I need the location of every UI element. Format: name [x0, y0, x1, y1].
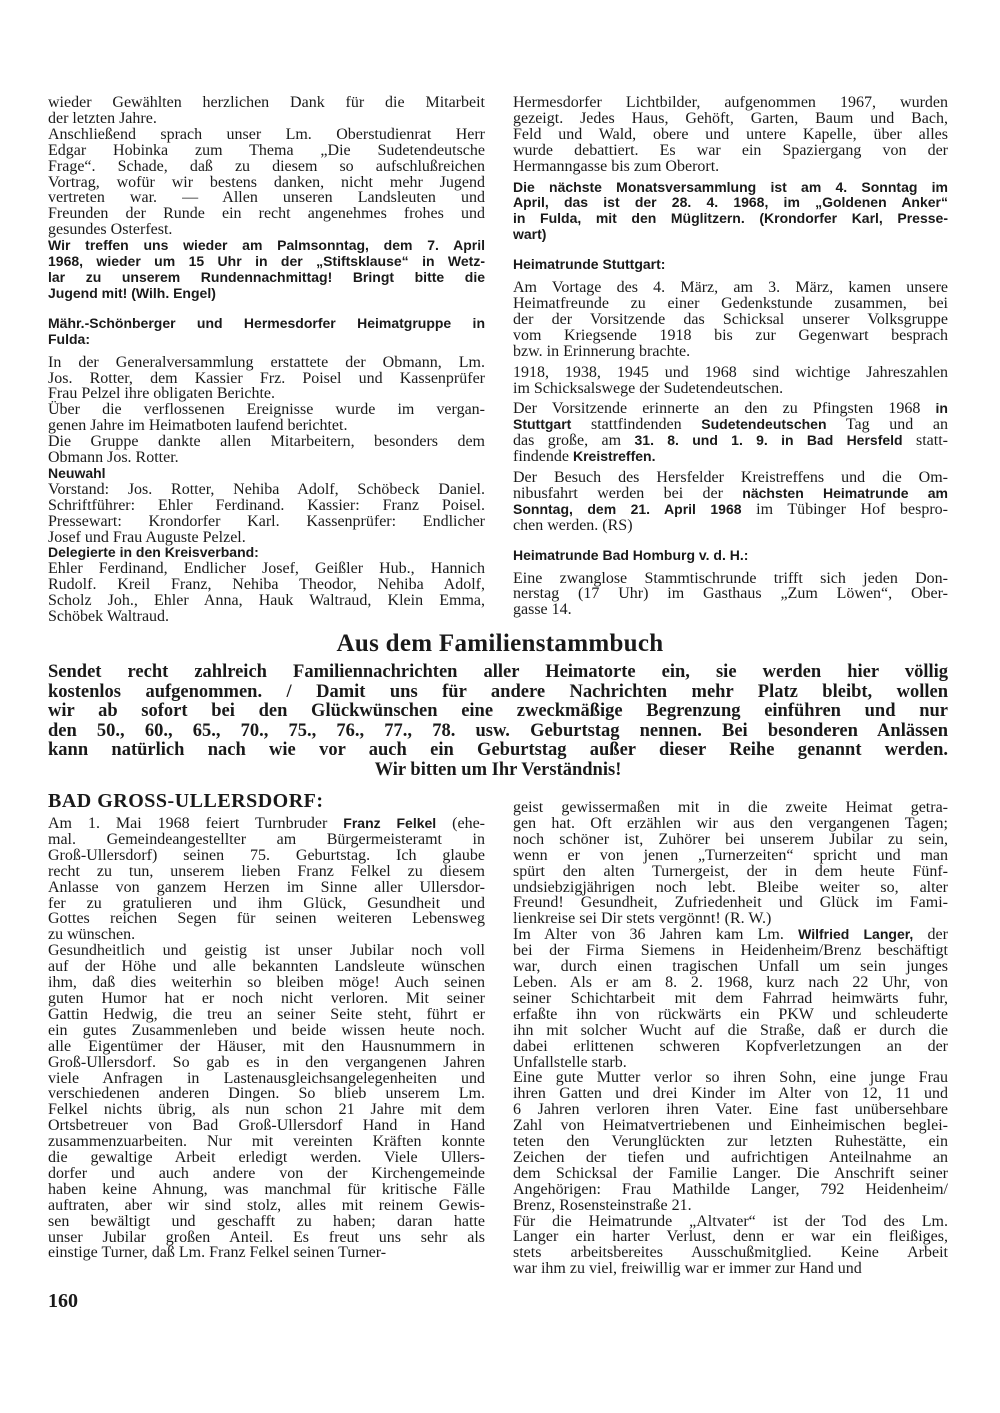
bold-text: Sonntag, dem 21. April 1968 [513, 500, 742, 517]
bold-text: Kreistreffen. [572, 448, 656, 465]
text-run: Am 1. Mai 1968 feiert Turnbruder [48, 815, 344, 832]
text-line: Eine zwanglose Stammtischrunde trifft sich jeden Don- [513, 569, 948, 587]
text-line: Obmann Jos. Rotter. [48, 449, 179, 467]
paragraph [513, 571, 948, 619]
text-line: spürt den alten Turnergeist, der in dem heute Fünf- [513, 862, 948, 880]
text-line: nerstag (17 Uhr) im Gasthaus „Zum Löwen“, Ober- [513, 585, 948, 603]
text-line: bzw. in Erinnerung brachte. [513, 342, 691, 360]
bold-text: Franz Felkel [343, 815, 437, 831]
text-line: Anschließend sprach unser Lm. Oberstudienrat Herr [48, 125, 485, 143]
text-run: nibusfahrt werden bei der [513, 484, 743, 502]
section-intro [48, 663, 948, 781]
text-run: findende [513, 448, 573, 466]
subheading [48, 545, 485, 561]
text-line: Vorstand: Jos. Rotter, Nehiba Adolf, Schöbeck Daniel. [48, 480, 485, 498]
text-line: Am Vortage des 4. März, am 3. März, kamen unsere [513, 279, 948, 297]
text-run: das große, am [513, 432, 635, 450]
paragraph [48, 943, 485, 1261]
section-heading [48, 316, 485, 348]
paragraph [513, 800, 948, 927]
column-bottom-left [48, 790, 485, 1261]
text-line: Hermanngasse bis zum Oberort. [513, 157, 720, 175]
text-line: Frau Pelzel ihre obligaten Berichte. [48, 385, 276, 403]
text-line: Mähr.-Schönberger und Hermesdorfer Heimatgruppe in [48, 314, 485, 331]
text-line: unser Jubilar großen Anteil. Es freut uns sehr als [48, 1228, 485, 1246]
column-top-left [48, 95, 485, 625]
text-line: alle Eigentümer der Häuser, mit den Hausnummern in [48, 1037, 485, 1055]
intro-line: kann natürlich nach wie vor auch ein Geburtstag außer dieser Reihe genannt werden. [48, 740, 948, 761]
text-line: Frage“. Schade, daß zu diesem so aufschlußreichen [48, 157, 485, 175]
text-line: Gattin Hedwig, die treu an seiner Seite steht, führt er [48, 1005, 485, 1023]
paragraph [513, 95, 948, 175]
text-line: ihren Gatten und drei Kinder im Alter von 12, 11 und [513, 1085, 948, 1103]
text-line: stets arbeitsbereites Ausschußmitglied. Keine Arbeit [513, 1244, 948, 1262]
paragraph [513, 365, 948, 397]
section-heading [513, 257, 948, 273]
text-line: gezeigt. Jedes Haus, Gehöft, Garten, Baum und Bach, [513, 109, 948, 127]
text-line: Schriftführer: Ehler Ferdinand. Kassier: Franz Poisel. [48, 496, 485, 514]
paragraph [48, 434, 485, 466]
text-line: der der Vorsitzende das Schicksal unserer Volksgruppe [513, 310, 948, 328]
paragraph [513, 470, 948, 534]
text-line: gasse 14. [513, 601, 572, 619]
text-line: Über die verflossenen Ereignisse wurde im vergan- [48, 401, 485, 419]
text-line: teten den Verunglückten zur letzten Ruhestätte, ein [513, 1133, 948, 1151]
text-line: Heimatrunde Stuttgart: [513, 256, 666, 273]
text-line: seiner Schichtarbeit mit dem Fahrrad heimwärts fuhr, [513, 989, 948, 1007]
text-run: statt- [902, 432, 948, 450]
text-line: Langer ein harter Verlust, denn er war ein fleißiges, [513, 1228, 948, 1246]
text-line: Delegierte in den Kreisverband: [48, 544, 259, 561]
paragraph [48, 482, 485, 546]
text-line: verschiedenen anderen Dingen. So blieb unserem Lm. [48, 1085, 485, 1103]
text-line: Ehler Ferdinand, Endlicher Josef, Geißler Hub., Hannich [48, 560, 485, 578]
text-line: viele Anfragen in Lastenausgleichsangelegenheiten und [48, 1069, 485, 1087]
text-line: mal. Gemeindeangestellter am Bürgermeisteramt in [48, 830, 485, 848]
text-line: Angehörigen: Frau Mathilde Langer, 792 Heidenheim/ [513, 1180, 948, 1198]
text-line: Die Gruppe dankte allen Mitarbeitern, besonders dem [48, 433, 485, 451]
text-line: Der Besuch des Hersfelder Kreistreffens und die Om- [513, 469, 948, 487]
text-line: April, das ist der 28. 4. 1968, im „Goldenen Anker“ [513, 194, 948, 211]
text-line: ein gutes Zusammenleben und beide wissen heute noch. [48, 1021, 485, 1039]
text-line [513, 449, 948, 465]
text-line: die gewaltige Arbeit erledigt werden. Viele Ullers- [48, 1149, 485, 1167]
text-line: auftraten, aber wir sind stolz, alles mit reinem Gewis- [48, 1196, 485, 1214]
text-line: war ihm zu viel, freiwillig war er immer zur Hand und [513, 1260, 862, 1278]
text-line [513, 433, 948, 449]
text-line: Rudolf. Kreil Franz, Nehiba Theodor, Nehiba Adolf, [48, 576, 485, 594]
paragraph [48, 95, 485, 127]
text-line: Unfallstelle starb. [513, 1053, 627, 1071]
intro-line: wir ab sofort bei den Glückwünschen eine zweckmäßige Begrenzung einführen und nur [48, 701, 948, 722]
text-line: Groß-Ullersdorf) seinen 75. Geburtstag. Ich glaube [48, 846, 485, 864]
text-line: genen Jahre im Heimatboten laufend berichtet. [48, 417, 348, 435]
text-line [48, 286, 485, 302]
bold-text: Stuttgart [513, 416, 572, 433]
paragraph [513, 280, 948, 360]
text-line: der letzten Jahre. [48, 109, 157, 127]
text-line: Die nächste Monatsversammlung ist am 4. Sonntag im [513, 178, 948, 195]
paragraph [513, 1214, 948, 1278]
text-line: Feld und Wald, obere und untere Kapelle, über alles [513, 125, 948, 143]
text-run: wart) [513, 226, 547, 243]
paragraph [48, 127, 485, 238]
text-line: noch schöner ist, Zuhörer bei unserem Jubilar zu sein, [513, 830, 948, 848]
paragraph [48, 355, 485, 403]
text-line: In der Generalversammlung erstattete der Obmann, Lm. [48, 353, 485, 371]
text-line: Felkel nichts übrig, als nun schon 21 Jahre mit dem [48, 1101, 485, 1119]
text-line: dabei erlittenen schweren Kopfverletzungen an der [513, 1037, 948, 1055]
paragraph [513, 401, 948, 465]
text-line: Josef und Frau Auguste Pelzel. [48, 528, 246, 546]
bold-paragraph [513, 180, 948, 244]
text-line: Pressewart: Krondorfer Karl. Kassenprüfer: Endlicher [48, 512, 485, 530]
column-bottom-right [513, 800, 948, 1277]
column-top-right [513, 95, 948, 618]
text-line: haben keine Ahnung, was manchmal für kritische Fälle [48, 1180, 485, 1198]
text-line: Leben. Als er am 8. 2. 1968, kurz nach 22 Uhr, von [513, 973, 948, 991]
text-line: Freunden der Runde ein recht angenehmes frohes und [48, 205, 485, 223]
text-line: ihn mit solcher Wucht auf die Straße, daß er durch die [513, 1021, 948, 1039]
text-line [513, 927, 948, 943]
bold-text: Jugend mit! [48, 284, 128, 301]
text-line: erfaßte ihn von rückwärts ein PKW und schleuderte [513, 1005, 948, 1023]
text-line: Anlasse von ganzem Herzen im Sinne aller Ullersdor- [48, 878, 485, 896]
text-line: 6 Jahren verloren ihren Vater. Eine fast unübersehbare [513, 1101, 948, 1119]
text-run: (Krondorfer Karl, Presse- [744, 210, 948, 227]
text-line: einstige Turner, daß Lm. Franz Felkel seinen Turner- [48, 1244, 387, 1262]
bold-text: in [935, 400, 948, 417]
text-line [513, 211, 948, 227]
text-line: ihm, daß dies weiterhin so bleiben möge! Auch seinen [48, 974, 485, 992]
text-line: lienkreise sei Dir stets vergönnt! (R. W.) [513, 910, 772, 928]
text-line [513, 486, 948, 502]
place-heading [48, 790, 485, 812]
text-line: dem Schicksal der Familie Langer. Die Anschrift seiner [513, 1164, 948, 1182]
text-line: 1918, 1938, 1945 und 1968 sind wichtige Jahreszahlen [513, 363, 948, 381]
text-line: Edgar Hobinka zum Thema „Die Sudetendeutsche [48, 141, 485, 159]
bold-text: nächsten Heimatrunde am [742, 484, 948, 501]
bold-text: Wilfried Langer, [798, 926, 914, 943]
text-line: fer zu gratulieren und ihm Glück, Gesundheit und [48, 894, 485, 912]
text-run: Im Alter von 36 Jahren kam Lm. [513, 926, 799, 944]
text-line: Heimatrunde Bad Homburg v. d. H.: [513, 546, 749, 563]
intro-line: Wir bitten um Ihr Verständnis! [374, 759, 622, 780]
bold-text: 31. 8. und 1. 9. in Bad Hersfeld [634, 432, 903, 449]
text-line: Heimatfreunde zu einer Gedenkstunde zusammen, bei [513, 294, 948, 312]
text-line: Fulda: [48, 330, 90, 347]
paragraph [513, 1070, 948, 1213]
text-line: zusammenzuarbeiten. Nur mit vereinten Kräften konnte [48, 1133, 485, 1151]
paragraph [513, 927, 948, 1070]
text-line: bei der Firma Siemens in Heidenheim/Brenz beschäftigt [513, 942, 948, 960]
text-run: Tag und an [826, 416, 948, 434]
text-line: Eine gute Mutter verlor so ihren Sohn, eine junge Frau [513, 1069, 948, 1087]
text-line: Freund! Gesundheit, Zufriedenheit und Glück im Fami- [513, 894, 948, 912]
text-line: wurde debattiert. Es war ein Spaziergang von der [513, 141, 948, 159]
text-line: Gesundheitlich und geistig ist unser Jubilar noch voll [48, 942, 485, 960]
intro-line: kostenlos aufgenommen. / Damit uns für andere Nachrichten mehr Platz bleibt, wollen [48, 681, 948, 702]
text-line: 1968, wieder um 15 Uhr in der „Stiftsklause“ in Wetz- [48, 253, 485, 270]
text-line: Brenz, Rosensteinstraße 21. [513, 1196, 692, 1214]
text-line: Zahl von Heimatvertriebenen und Einheimischen beglei- [513, 1117, 948, 1135]
text-line: Vortrag, wofür wir bestens danken, nicht mehr Jugend [48, 173, 485, 191]
text-line: war, durch einen tragischen Unfall um sein junges [513, 958, 948, 976]
text-line: wenn er von jenen „Turnerzeiten“ spricht und man [513, 846, 948, 864]
text-line: Scholz Joh., Ehler Anna, Hauk Waltraud, Klein Emma, [48, 592, 485, 610]
text-line: Hermesdorfer Lichtbilder, aufgenommen 1967, wurden [513, 94, 948, 111]
text-run: (Wilh. Engel) [127, 284, 216, 301]
text-line: Neuwahl [48, 464, 106, 481]
text-line: guten Humor hat er noch nicht verloren. Mit seiner [48, 989, 485, 1007]
text-line: Zeichen der tiefen und aufrichtigen Anteilnahme an [513, 1148, 948, 1166]
bold-text: in Fulda, mit den Müglitzern. [513, 210, 745, 227]
text-line: gesundes Osterfest. [48, 221, 173, 239]
text-line: Wir treffen uns wieder am Palmsonntag, dem 7. April [48, 237, 485, 254]
text-line: gen hat. Oft erzählen wir aus den vergangenen Tagen; [513, 814, 948, 832]
text-run: stattfindenden [571, 416, 702, 434]
text-line: Ortsbetreuer von Bad Groß-Ullersdorf Hand in Hand [48, 1117, 485, 1135]
text-line: lar zu unserem Rundennachmittag! Bringt bitte die [48, 268, 485, 285]
paragraph [48, 402, 485, 434]
text-line [513, 227, 948, 243]
text-line: Schöbek Waltraud. [48, 608, 170, 626]
text-line: chen werden. (RS) [513, 516, 633, 534]
bold-text: Sudetendeutschen [701, 416, 827, 433]
text-line: vertreten war. — Allen unseren Landsleuten und [48, 189, 485, 207]
text-run: der [913, 926, 948, 944]
text-line: Groß-Ullersdorf. So gab es in den vergangenen Jahren [48, 1053, 485, 1071]
text-line: BAD GROSS-ULLERSDORF: [48, 790, 324, 812]
text-line: zu wünschen. [48, 926, 136, 944]
section-title: Aus dem Familienstammbuch [336, 630, 664, 657]
text-line: im Schicksalswege der Sudetendeutschen. [513, 379, 784, 397]
text-line: Für die Heimatrunde „Altvater“ ist der Tod des Lm. [513, 1212, 948, 1230]
text-line: undsiebzigjährigen noch lebt. Bleibe weiter so, alter [513, 878, 948, 896]
section-heading [513, 548, 948, 564]
intro-line: Sendet recht zahlreich Familiennachrichten aller Heimatorte ein, sie werden hier völlig [48, 662, 948, 682]
text-line [48, 816, 485, 832]
text-line: recht zu tun, unserem lieben Franz Felkel zu diesem [48, 862, 485, 880]
text-run: (ehe- [436, 815, 486, 832]
paragraph [48, 561, 485, 625]
text-line [513, 417, 948, 433]
text-line [513, 502, 948, 518]
text-line [513, 401, 948, 417]
text-line: wieder Gewählten herzlichen Dank für die Mitarbeit [48, 94, 485, 111]
text-line: vom Kriegsende 1918 bis zur Gegenwart besprach [513, 326, 948, 344]
bold-paragraph [48, 238, 485, 302]
text-line: Jos. Rotter, dem Kassier Frz. Poisel und Kassenprüfer [48, 369, 485, 387]
subheading [48, 466, 485, 482]
text-run: im Tübinger Hof bespro- [741, 500, 948, 518]
page-number: 160 [48, 1290, 78, 1312]
text-line: geist gewissermaßen mit in die zweite Heimat getra- [513, 799, 948, 816]
text-line: Gottes reichen Segen für seinen weiteren Lebensweg [48, 910, 485, 928]
intro-line: den 50., 60., 65., 70., 75., 76., 77., 78. usw. Geburtstag nennen. Bei besonderen Anlässen [48, 720, 948, 741]
text-line: dorfer und auch andere von der Kirchengemeinde [48, 1164, 485, 1182]
paragraph [48, 816, 485, 943]
text-line: auf der Höhe und alle bekannten Landsleute wünschen [48, 958, 485, 976]
text-run: Der Vorsitzende erinnerte an den zu Pfingsten 1968 [513, 400, 936, 418]
text-line: sen bewältigt und geschafft zu haben; daran hatte [48, 1212, 485, 1230]
